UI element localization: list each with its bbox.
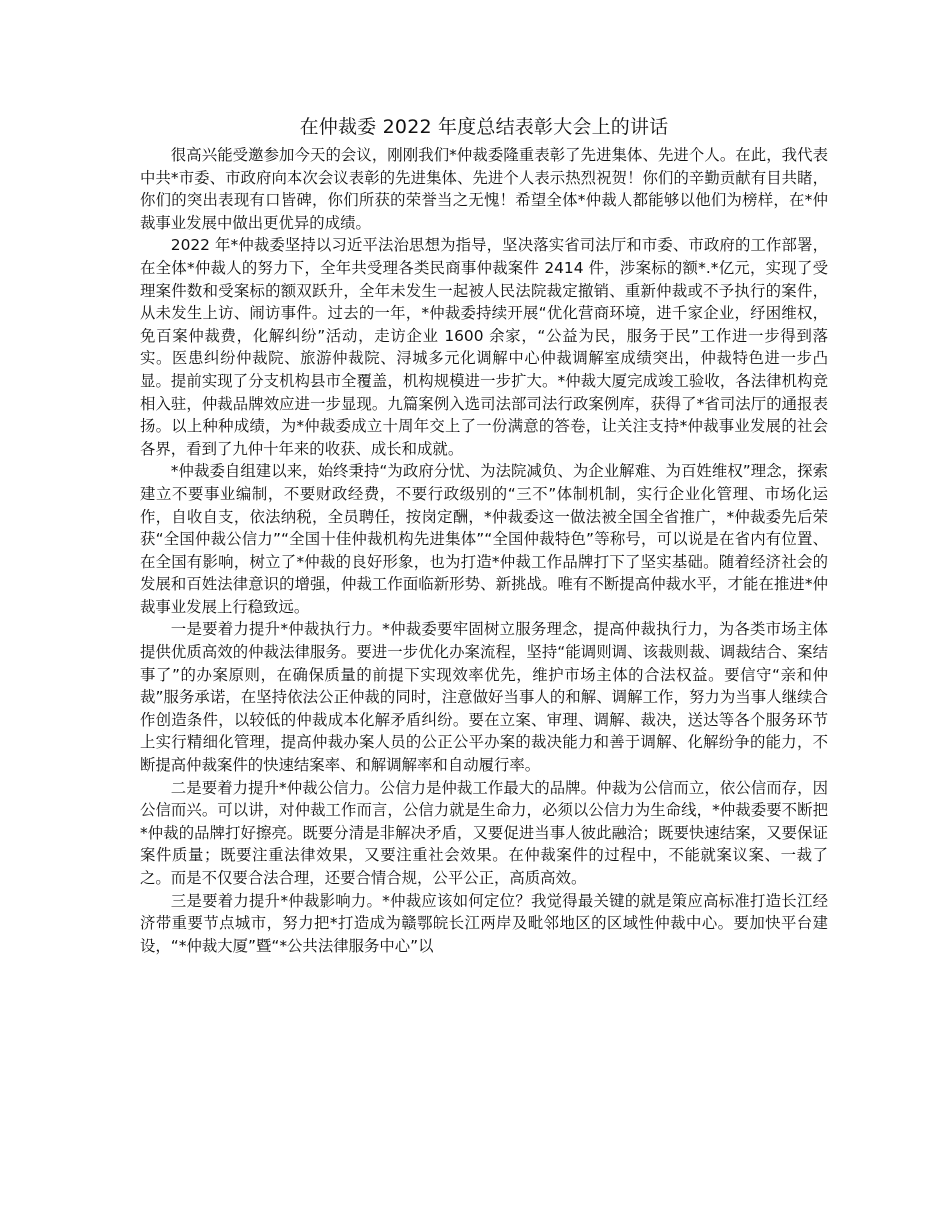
paragraph-point-two: 二是要着力提升*仲裁公信力。公信力是仲裁工作最大的品牌。仲裁为公信而立，依公信而存，因公信而兴。可以讲，对仲裁工作而言，公信力就是生命力，必须以公信力为生命线，*仲裁委要不断把*仲裁的品牌打好擦亮。既要分清是非解决矛盾，又要促进当事人彼此融洽；既要快速结案，又要保证案件质量；既要注重法律效果，又要注重社会效果。在仲裁案件的过程中，不能就案议案、一裁了之。而是不仅要合法合理，还要合情合规，公平公正，高质高效。 [140, 778, 828, 887]
document-page [140, 112, 828, 957]
paragraph-history: *仲裁委自组建以来，始终秉持“为政府分忧、为法院减负、为企业解难、为百姓维权”理念，探索建立不要事业编制，不要财政经费，不要行政级别的“三不”体制机制，实行企业化管理、市场化运作，自收自支，依法纳税，全员聘任，按岗定酬，*仲裁委这一做法被全国全省推广，*仲裁委先后荣获“全国仲裁公信力”“全国十佳仲裁机构先进集体”“全国仲裁特色”等称号，可以说是在省内有位置、在全国有影响，树立了*仲裁的良好形象，也为打造*仲裁工作品牌打下了坚实基础。随着经济社会的发展和百姓法律意识的增强，仲裁工作面临新形势、新挑战。唯有不断提高仲裁水平，才能在推进*仲裁事业发展上行稳致远。 [140, 462, 828, 616]
paragraph-opening: 很高兴能受邀参加今天的会议，刚刚我们*仲裁委隆重表彰了先进集体、先进个人。在此，我代表中共*市委、市政府向本次会议表彰的先进集体、先进个人表示热烈祝贺！你们的辛勤贡献有目共睹，你们的突出表现有口皆碑，你们所获的荣誉当之无愧！希望全体*仲裁人都能够以他们为榜样，在*仲裁事业发展中做出更优异的成绩。 [140, 146, 828, 232]
paragraph-point-one: 一是要着力提升*仲裁执行力。*仲裁委要牢固树立服务理念，提高仲裁执行力，为各类市场主体提供优质高效的仲裁法律服务。要进一步优化办案流程，坚持“能调则调、该裁则裁、调裁结合、案结事了”的办案原则，在确保质量的前提下实现效率优先，维护市场主体的合法权益。要信守“亲和仲裁”服务承诺，在坚持依法公正仲裁的同时，注意做好当事人的和解、调解工作，努力为当事人继续合作创造条件，以较低的仲裁成本化解矛盾纠纷。要在立案、审理、调解、裁决，送达等各个服务环节上实行精细化管理，提高仲裁办案人员的公正公平办案的裁决能力和善于调解、化解纷争的能力，不断提高仲裁案件的快速结案率、和解调解率和自动履行率。 [140, 620, 828, 775]
paragraph-2022-achievements: 2022 年*仲裁委坚持以习近平法治思想为指导，坚决落实省司法厅和市委、市政府的工作部署，在全体*仲裁人的努力下，全年共受理各类民商事仲裁案件 2414 件，涉案标的额*.*亿元，实现了受理案件数和受案标的额双跃升，全年未发生一起被人民法院裁定撤销、重新仲裁或不予执行的案件，从未发生上访、闹访事件。过去的一年，*仲裁委持续开展“优化营商环境，进千家企业，纾困维权，免百案仲裁费，化解纠纷”活动，走访企业 1600 余家，“公益为民，服务于民”工作进一步得到落实。医患纠纷仲裁院、旅游仲裁院、浔城多元化调解中心仲裁调解室成绩突出，仲裁特色进一步凸显。提前实现了分支机构县市全覆盖，机构规模进一步扩大。*仲裁大厦完成竣工验收，各法律机构竞相入驻，仲裁品牌效应进一步显现。九篇案例入选司法部司法行政案例库，获得了*省司法厅的通报表扬。以上种种成绩，为*仲裁委成立十周年交上了一份满意的答卷，让关注支持*仲裁事业发展的社会各界，看到了九仲十年来的收获、成长和成就。 [140, 236, 828, 458]
document-title: 在仲裁委 2022 年度总结表彰大会上的讲话 [299, 116, 669, 138]
paragraph-point-three: 三是要着力提升*仲裁影响力。*仲裁应该如何定位？我觉得最关键的就是策应高标准打造长江经济带重要节点城市，努力把*打造成为赣鄂皖长江两岸及毗邻地区的区域性仲裁中心。要加快平台建设，“*仲裁大厦”暨“*公共法律服务中心”以 [140, 891, 828, 955]
